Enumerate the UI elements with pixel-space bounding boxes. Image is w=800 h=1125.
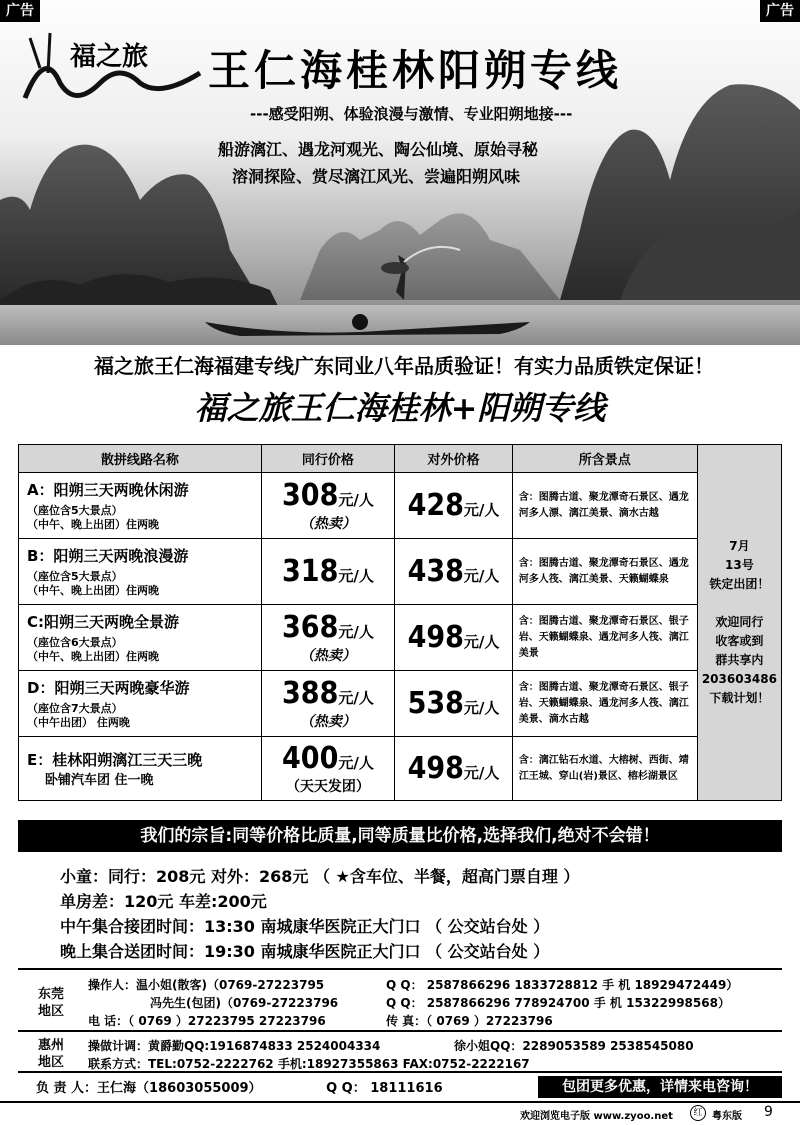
route-sub: （中午、晚上出团）住两晚 (27, 584, 159, 597)
route-sights: 含：图腾古道、聚龙潭奇石景区、银子岩、天籁蝴蝶泉、遇龙河多人筏、漓江美景 (512, 605, 697, 671)
price-unit: 元/人 (463, 699, 500, 717)
price-unit: 元/人 (338, 689, 374, 707)
ad-label-left: 广告 (0, 0, 40, 22)
evening-meeting-time: 晚上集合送团时间：19:30 南城康华医院正大门口 （ 公交站台处 ） (60, 942, 550, 961)
route-sub: （中午、晚上出团）住两晚 (27, 518, 159, 531)
route-sub: （座位含5大景点） (27, 504, 123, 517)
contact-row: Q Q： 2587866296 1833728812 手 机 18929472449） (386, 978, 739, 992)
contact-row: 操作人：温小姐(散客)（0769-27223795 (88, 978, 325, 992)
manager-name: 负 责 人：王仁海（18603055009） (36, 1081, 262, 1096)
price-unit: 元/人 (338, 754, 374, 772)
col-sights: 所含景点 (512, 445, 697, 473)
contact-row: 联系方式：TEL:0752-2222762 手机:18927355863 FAX:0752-2222167 (88, 1057, 530, 1071)
peer-price: 388 (282, 676, 339, 711)
hero-highlight-2: 溶洞探险、赏尽漓江风光、尝遍阳朔风味 (232, 167, 521, 186)
hot-label: （热卖） (299, 714, 356, 730)
contact-row: 电 话：（ 0769 ）27223795 27223796 (88, 1014, 326, 1028)
public-price: 428 (407, 488, 464, 523)
peer-price: 400 (282, 741, 339, 776)
table-row (19, 605, 782, 671)
main-title: 王仁海桂林阳朔专线 (208, 46, 623, 95)
route-sub: 卧铺汽车团 住一晚 (45, 773, 154, 788)
route-price-table (18, 444, 782, 801)
manager-contact (36, 1077, 443, 1096)
company-motto: 我们的宗旨:同等价格比质量,同等质量比价格,选择我们,绝对不会错！ (18, 820, 782, 852)
brand-name: 福之旅 (70, 42, 149, 72)
group-promo-badge: 包团更多优惠，详情来电咨询！ (538, 1076, 782, 1098)
footer-rule (0, 1101, 800, 1103)
route-name: D：阳朔三天两晚豪华游 (27, 679, 190, 697)
hot-label: （热卖） (299, 648, 356, 664)
price-unit: 元/人 (338, 491, 374, 509)
price-unit: 元/人 (463, 567, 500, 585)
page-number: 9 (764, 1104, 773, 1120)
price-unit: 元/人 (338, 567, 374, 585)
public-price: 498 (407, 620, 464, 655)
price-unit: 元/人 (463, 633, 500, 651)
table-row (19, 737, 782, 801)
footer-website[interactable]: 欢迎浏览电子版 www.zyoo.net (520, 1111, 673, 1122)
route-sights: 含：图腾古道、聚龙潭奇石景区、遇龙河多人筏、漓江美景、天籁蝴蝶泉 (512, 539, 697, 605)
public-price: 538 (407, 686, 464, 721)
table-header-row (19, 445, 782, 473)
route-name: C:阳朔三天两晚全景游 (27, 613, 180, 631)
price-unit: 元/人 (463, 764, 500, 782)
route-sub: （座位含6大景点） (27, 636, 123, 649)
hero-banner (0, 0, 800, 345)
route-sub: （中午、晚上出团）住两晚 (27, 650, 159, 663)
red-seal-icon: 红 (690, 1105, 706, 1121)
route-sights: 含：图腾古道、聚龙潭奇石景区、银子岩、天籁蝴蝶泉、遇龙河多人筏、漓江美景、滴水古越 (512, 671, 697, 737)
route-name: E：桂林阳朔漓江三天三晚 (27, 751, 203, 769)
route-name: A：阳朔三天两晚休闲游 (27, 481, 189, 499)
peer-price: 308 (282, 478, 339, 513)
price-unit: 元/人 (463, 501, 500, 519)
peer-price: 318 (282, 554, 339, 589)
price-unit: 元/人 (338, 623, 374, 641)
public-price: 438 (407, 554, 464, 589)
col-peer-price: 同行价格 (261, 445, 395, 473)
route-sights: 含：漓江钻石水道、大榕树、西街、靖江王城、穿山(岩)景区、榕杉湖景区 (512, 737, 697, 801)
route-name: B：阳朔三天两晚浪漫游 (27, 547, 189, 565)
peer-price: 368 (282, 610, 339, 645)
table-row (19, 671, 782, 737)
contact-row: Q Q： 2587866296 778924700 手 机 15322998568） (386, 996, 730, 1010)
hot-label: （热卖） (299, 516, 356, 532)
contact-row: 冯先生(包团)（0769-27223796 (150, 996, 339, 1010)
route-sights: 含：图腾古道、聚龙潭奇石景区、遇龙河多人漂、漓江美景、滴水古越 (512, 473, 697, 539)
public-price: 498 (407, 751, 464, 786)
route-sub: （座位含5大景点） (27, 570, 123, 583)
manager-qq: Q Q： 18111616 (326, 1081, 443, 1096)
route-sub: （中午出团） 住两晚 (27, 716, 130, 729)
hero-subtitle: ---感受阳朔、体验浪漫与激情、专业阳朔地接--- (250, 105, 573, 123)
noon-meeting-time: 中午集合接团时间：13:30 南城康华医院正大门口 （ 公交站台处 ） (60, 917, 550, 936)
region-label: 东莞地区 (37, 987, 64, 1019)
page-footer (0, 1101, 800, 1125)
ad-label-right: 广告 (760, 0, 800, 22)
huizhou-contacts (18, 1033, 782, 1073)
room-surcharge: 单房差：120元 车差:200元 (60, 892, 267, 911)
contact-row: 操做计调：黄爵勤QQ:1916874833 2524004334 (88, 1039, 381, 1053)
quality-slogan: 福之旅王仁海福建专线广东同业八年品质验证！有实力品质铁定保证！ (94, 354, 714, 378)
dongguan-contacts (18, 968, 782, 1032)
hero-highlight-1: 船游漓江、遇龙河观光、陶公仙境、原始寻秘 (218, 140, 539, 159)
region-label: 惠州地区 (37, 1038, 64, 1070)
col-public-price: 对外价格 (395, 445, 513, 473)
col-route-name: 散拼线路名称 (19, 445, 262, 473)
departure-notice: 7月 13号 铁定出团！ 欢迎同行 收客或到 群共享内 203603486 下载计划！ (697, 445, 781, 801)
child-price: 小童：同行：208元 对外：268元 （ ★含车位、半餐，超高门票自理 ） (60, 867, 580, 886)
route-sub: （座位含7大景点） (27, 702, 123, 715)
table-row (19, 539, 782, 605)
contact-row: 传 真：（ 0769 ）27223796 (386, 1014, 553, 1028)
table-row (19, 473, 782, 539)
edition-label: 粤东版 (712, 1111, 742, 1122)
contact-row: 徐小姐QQ：2289053589 2538545080 (454, 1039, 694, 1053)
daily-label: （天天发团） (285, 779, 370, 795)
route-headline: 福之旅王仁海桂林+阳朔专线 (194, 389, 606, 427)
